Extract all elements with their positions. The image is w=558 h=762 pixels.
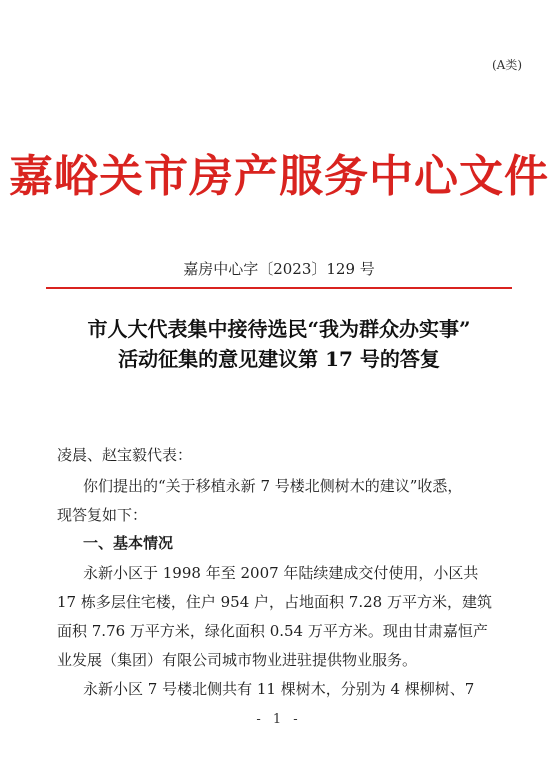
body-paragraph-line: 17 栋多层住宅楼，住户 954 户，占地面积 7.28 万平方米，建筑 <box>57 593 492 611</box>
section-heading: 一、基本情况 <box>83 534 174 552</box>
page-number: - 1 - <box>256 712 302 727</box>
body-paragraph-line: 现答复如下： <box>57 506 148 524</box>
body-paragraph-line: 面积 7.76 万平方米，绿化面积 0.54 万平方米。现由甘肃嘉恒产 <box>57 622 488 640</box>
body-paragraph-line: 业发展（集团）有限公司城市物业进驻提供物业服务。 <box>57 651 418 669</box>
document-header-title: 嘉峪关市房产服务中心文件 <box>9 151 549 202</box>
document-number: 嘉房中心字〔2023〕129 号 <box>183 260 375 278</box>
header-divider <box>46 287 512 289</box>
body-paragraph-line: 永新小区于 1998 年至 2007 年陆续建成交付使用，小区共 <box>83 564 479 582</box>
salutation: 凌晨、赵宝毅代表： <box>57 446 193 464</box>
subject-line-1: 市人大代表集中接待选民“我为群众办实事” <box>87 317 471 341</box>
classification-mark: (A类) <box>491 58 522 72</box>
body-paragraph-line: 永新小区 7 号楼北侧共有 11 棵树木，分别为 4 棵柳树、7 <box>83 680 475 698</box>
body-paragraph-line: 你们提出的“关于移植永新 7 号楼北侧树木的建议”收悉， <box>83 477 463 495</box>
subject-line-2: 活动征集的意见建议第 17 号的答复 <box>118 347 440 371</box>
